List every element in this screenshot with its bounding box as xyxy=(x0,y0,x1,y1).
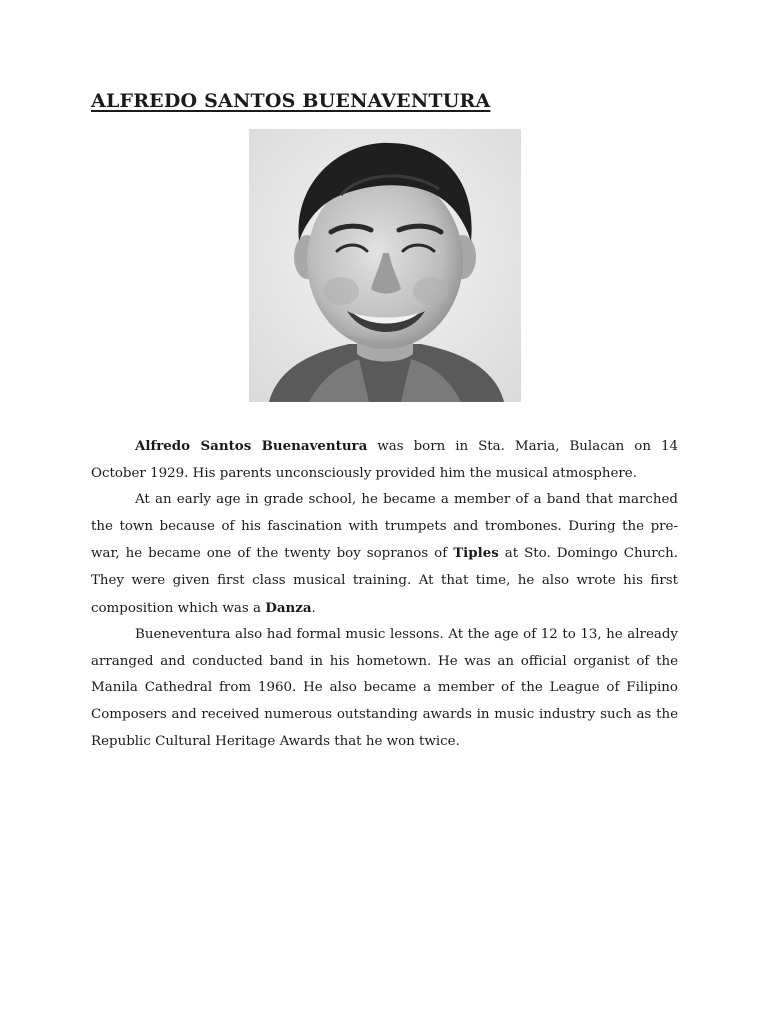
portrait-illustration xyxy=(249,129,521,402)
paragraph-early-life-text-2: at Sto. Domingo Church. They were given first class musical training. At that time, he also wrote his first composition which was a xyxy=(91,546,678,616)
page-title: ALFREDO SANTOS BUENAVENTURA xyxy=(91,90,491,112)
paragraph-early-life-text-1: At an early age in grade school, he became a member of a band that marched the town because of his fascination with trumpets and trombones. During the pre-war, he became one of the twenty boy sopranos of xyxy=(91,492,678,562)
paragraph-career: Bueneventura also had formal music lessons. At the age of 12 to 13, he already arranged and conducted band in his hometown. He was an official organist of the Manila Cathedral from 1960. He also became a member of the League of Filipino Composers and received numerous outstanding awards in music industry such as the Republic Cultural Heritage Awards that he won twice. xyxy=(91,627,678,749)
paragraph-early-life xyxy=(91,487,678,622)
paragraph-early-life-end: . xyxy=(311,600,316,616)
subject-name: Alfredo Santos Buenaventura xyxy=(135,438,368,454)
paragraph-birth xyxy=(91,433,678,487)
biography-text xyxy=(91,433,678,755)
tiples-term: Tiples xyxy=(453,545,499,562)
danza-term: Danza xyxy=(265,599,312,616)
paragraph-birth-text: was born in Sta. Maria, Bulacan on 14 October 1929. His parents unconsciously provided him the musical atmosphere. xyxy=(91,439,678,481)
portrait-photo xyxy=(249,129,521,402)
